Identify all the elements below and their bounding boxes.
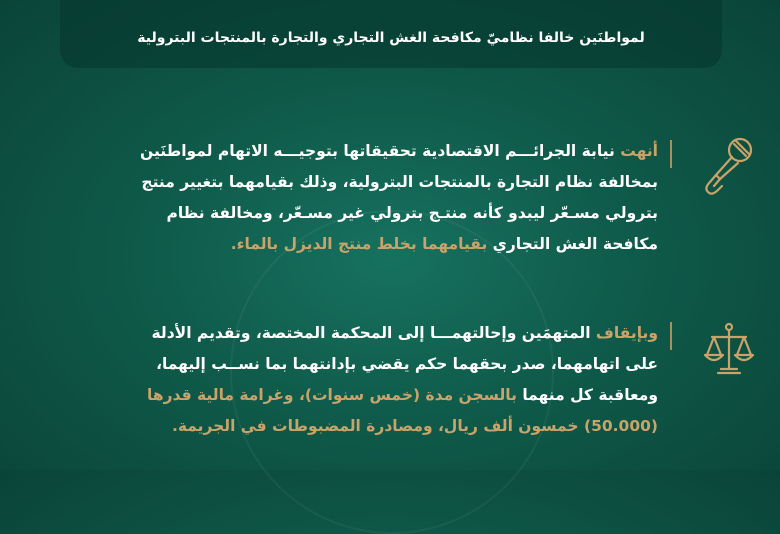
microphone-icon <box>694 130 764 200</box>
section2-paragraph <box>138 318 658 442</box>
section1-lead: أنهت <box>620 142 658 160</box>
section1-line2: بمخالفة نظام التجارة بالمنتجات البترولية، وذلك بقيامهما بتغيير منتج <box>141 173 658 191</box>
section2-line2: على اتهامهما، صدر بحقهما حكم يقضي بإدانتهما بما نســب إليهما، <box>156 355 658 373</box>
section1-highlight: بقيامهما بخلط منتج الديزل بالماء. <box>230 235 493 253</box>
section2-lead: وبإيقاف <box>595 324 658 342</box>
scales-icon <box>694 315 764 385</box>
header-banner <box>60 0 722 68</box>
section1-line4: مكافحة الغش التجاري بقيامهما بخلط منتج الديزل بالماء. <box>230 235 658 253</box>
section1-line3: بترولي مسـعّر ليبدو كأنه منتـج بترولي غير مسـعّر، ومخالفة نظام <box>166 204 658 222</box>
header-subtitle: لمواطنَين خالفا نظاميّ مكافحة الغش التجاري والتجارة بالمنتجات البترولية <box>137 30 645 46</box>
section2-line4: (50.000) خمسون ألف ريال، ومصادرة المضبوطات في الجريمة. <box>171 417 658 435</box>
section2-highlight-1: بالسجن مدة (خمس سنوات)، وغرامة مالية قدرها <box>147 386 523 404</box>
section1-line1: أنهت نيابة الجرائـــم الاقتصادية تحقيقاتها بتوجيـــه الاتهام لمواطنَين <box>140 142 658 160</box>
section2-divider <box>670 322 672 350</box>
section1-paragraph <box>138 136 658 260</box>
section2-line3: ومعاقبة كل منهما بالسجن مدة (خمس سنوات)، وغرامة مالية قدرها <box>147 386 658 404</box>
section2-line1: وبإيقاف المتهمَين وإحالتهمـــا إلى المحكمة المختصة، وتقديم الأدلة <box>151 324 658 342</box>
section1-divider <box>670 140 672 168</box>
